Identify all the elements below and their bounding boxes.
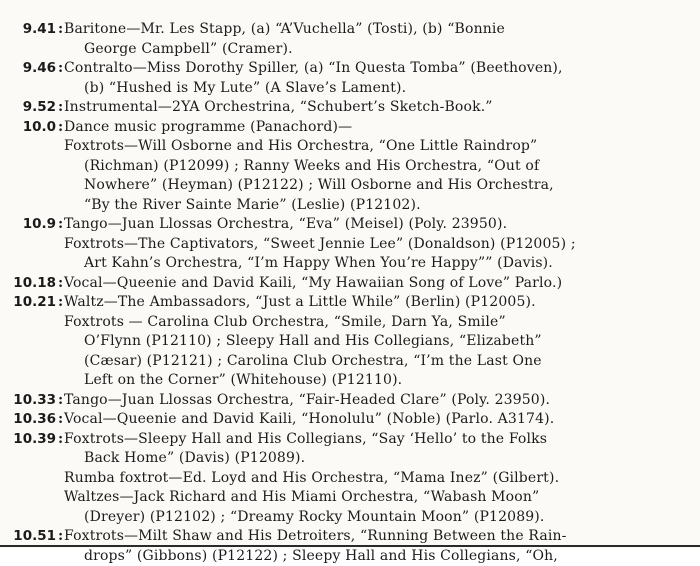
entry-text-line: Foxtrots — Carolina Club Orchestra, “Smile, Darn Ya, Smile” (64, 313, 700, 333)
entry-time: 10.18 (0, 274, 56, 294)
programme-entry (0, 313, 700, 391)
entry-text-line: (b) “Hushed is My Lute” (A Slave’s Lament). (64, 79, 700, 99)
entry-text-line: Waltz—The Ambassadors, “Just a Little While” (Berlin) (P12005). (64, 293, 700, 313)
entry-text-line: (Dreyer) (P12102) ; “Dreamy Rocky Mountain Moon” (P12089). (64, 508, 700, 528)
entry-text-line: Nowhere” (Heyman) (P12122) ; Will Osborne and His Orchestra, (64, 176, 700, 196)
entry-text-line: Baritone—Mr. Les Stapp, (a) “A’Vuchella” (Tosti), (b) “Bonnie (64, 20, 700, 40)
programme-entry (0, 293, 700, 313)
entry-text-line: Dance music programme (Panachord)— (64, 118, 700, 138)
entry-text-line: Foxtrots—Milt Shaw and His Detroiters, “Running Between the Rain- (64, 527, 700, 547)
time-colon: : (58, 430, 63, 450)
entry-text-line: Foxtrots—Sleepy Hall and His Collegians, “Say ‘Hello’ to the Folks (64, 430, 700, 450)
entry-time: 10.33 (0, 391, 56, 411)
time-colon: : (58, 410, 63, 430)
programme-entry (0, 274, 700, 294)
time-colon: : (58, 59, 63, 79)
programme-entry (0, 488, 700, 527)
time-colon: : (58, 215, 63, 235)
entry-time: 10.51 (0, 527, 56, 547)
entry-text-line: Back Home” (Davis) (P12089). (64, 449, 700, 469)
time-colon: : (58, 527, 63, 547)
programme-entry (0, 59, 700, 98)
entry-text-line: “By the River Sainte Marie” (Leslie) (P12102). (64, 196, 700, 216)
time-colon: : (58, 274, 63, 294)
entry-text-line: Waltzes—Jack Richard and His Miami Orchestra, “Wabash Moon” (64, 488, 700, 508)
entry-time: 10.36 (0, 410, 56, 430)
entry-text-line: Vocal—Queenie and David Kaili, “My Hawaiian Song of Love” Parlo.) (64, 274, 700, 294)
time-colon: : (58, 20, 63, 40)
entry-text-line: Art Kahn’s Orchestra, “I’m Happy When You’re Happy”” (Davis). (64, 254, 700, 274)
entry-time: 10.21 (0, 293, 56, 313)
entry-time: 9.52 (0, 98, 56, 118)
time-colon: : (58, 118, 63, 138)
entry-text-line: Tango—Juan Llossas Orchestra, “Eva” (Meisel) (Poly. 23950). (64, 215, 700, 235)
entry-text-line: Rumba foxtrot—Ed. Loyd and His Orchestra, “Mama Inez” (Gilbert). (64, 469, 700, 489)
entry-text-line: O’Flynn (P12110) ; Sleepy Hall and His Collegians, “Elizabeth” (64, 332, 700, 352)
entry-text-line: Instrumental—2YA Orchestrina, “Schubert’s Sketch-Book.” (64, 98, 700, 118)
programme-entry (0, 98, 700, 118)
entry-time: 10.9 (0, 215, 56, 235)
entry-text-line: Contralto—Miss Dorothy Spiller, (a) “In Questa Tomba” (Beethoven), (64, 59, 700, 79)
entry-text-line: Foxtrots—The Captivators, “Sweet Jennie Lee” (Donaldson) (P12005) ; (64, 235, 700, 255)
entry-text-line: George Campbell” (Cramer). (64, 40, 700, 60)
programme-entry (0, 215, 700, 235)
entry-time: 9.41 (0, 20, 56, 40)
time-colon: : (58, 391, 63, 411)
entry-text-line: (Cæsar) (P12121) ; Carolina Club Orchestra, “I’m the Last One (64, 352, 700, 372)
entry-time: 9.46 (0, 59, 56, 79)
programme-entry (0, 137, 700, 215)
programme-entry (0, 235, 700, 274)
entry-text-line: (Richman) (P12099) ; Ranny Weeks and His Orchestra, “Out of (64, 157, 700, 177)
programme-listing (0, 20, 700, 566)
entry-text-line: drops” (Gibbons) (P12122) ; Sleepy Hall and His Collegians, “Oh, (64, 547, 700, 566)
programme-entry (0, 469, 700, 489)
time-colon: : (58, 98, 63, 118)
programme-entry (0, 410, 700, 430)
bottom-rule (0, 545, 700, 547)
entry-text-line: Tango—Juan Llossas Orchestra, “Fair-Headed Clare” (Poly. 23950). (64, 391, 700, 411)
entry-text-line: Foxtrots—Will Osborne and His Orchestra, “One Little Raindrop” (64, 137, 700, 157)
time-colon: : (58, 293, 63, 313)
entry-time: 10.39 (0, 430, 56, 450)
programme-entry (0, 391, 700, 411)
entry-text-line: Vocal—Queenie and David Kaili, “Honolulu” (Noble) (Parlo. A3174). (64, 410, 700, 430)
programme-entry (0, 20, 700, 59)
programme-entry (0, 430, 700, 469)
programme-entry (0, 118, 700, 138)
entry-time: 10.0 (0, 118, 56, 138)
entry-text-line: Left on the Corner” (Whitehouse) (P12110). (64, 371, 700, 391)
